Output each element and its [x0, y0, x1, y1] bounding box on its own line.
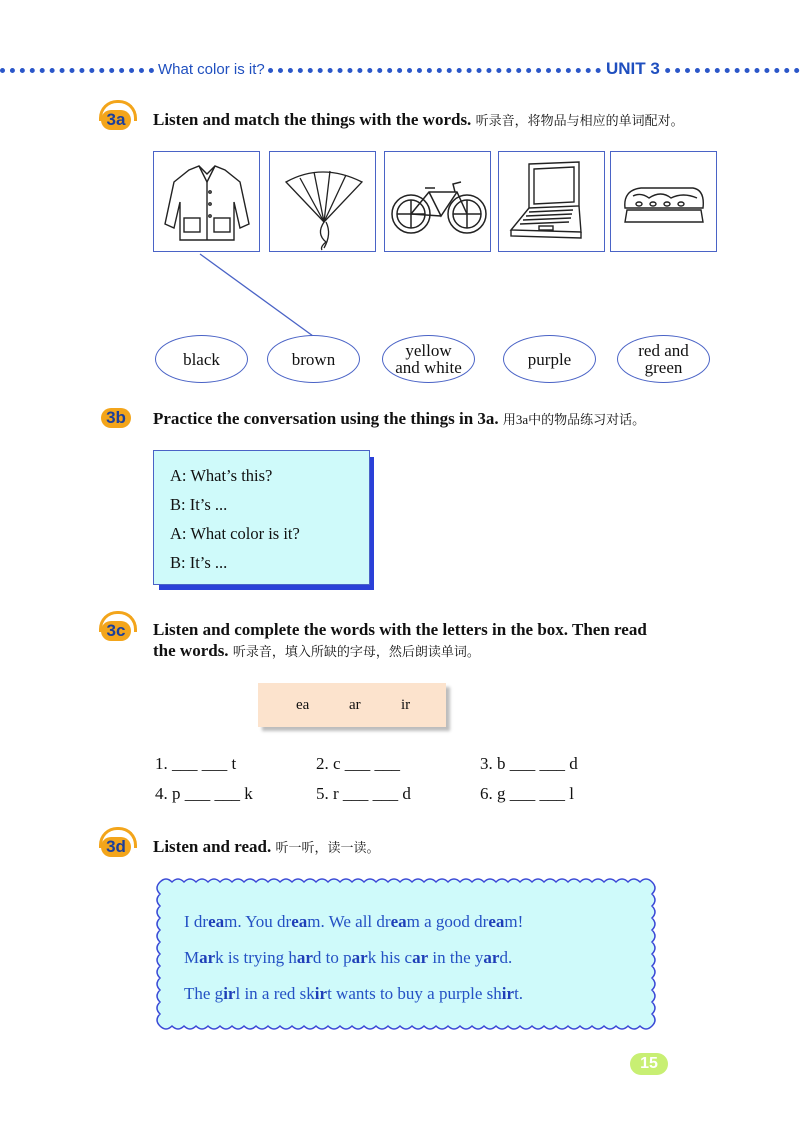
reading-seg-bold: ea [488, 912, 505, 931]
reading-seg-bold: ir [223, 984, 236, 1003]
badge-3c [101, 621, 131, 641]
reading-seg: m a good dr [406, 912, 489, 931]
reading-seg: I dr [184, 912, 209, 931]
dialogue-box [153, 450, 370, 585]
reading-seg: in the y [428, 948, 484, 967]
dialogue-line: A: What’s this? [170, 466, 273, 485]
reading-seg: M [184, 948, 200, 967]
reading-seg: t. [514, 984, 524, 1003]
word-oval[interactable] [267, 335, 360, 383]
reading-seg-bold: ar [412, 948, 429, 967]
instruction-3c-line2 [153, 641, 647, 661]
reading-seg-bold: ir [501, 984, 515, 1003]
badge-3d [101, 837, 131, 857]
instruction-3c [153, 620, 647, 661]
instruction-3b [153, 409, 645, 429]
headphone-icon [99, 611, 137, 632]
word-label: black [183, 349, 220, 369]
word-label: yellow and white [395, 341, 462, 377]
badge-3b-label: 3b [106, 408, 126, 427]
instruction-3c-line2-text: the words. [153, 641, 229, 660]
reading-seg: d to p [312, 948, 352, 967]
word-oval[interactable] [382, 335, 475, 383]
reading-line-3 [184, 984, 523, 1004]
reading-seg: The g [184, 984, 224, 1003]
letter-option: ea [296, 697, 310, 713]
reading-seg-bold: ar [351, 948, 368, 967]
reading-seg-bold: ar [296, 948, 313, 967]
exercise-item[interactable]: 6. g ___ ___ l [480, 784, 574, 803]
dialogue-line: B: It’s ... [170, 553, 228, 572]
reading-line-2 [184, 948, 512, 968]
reading-seg-bold: ea [208, 912, 225, 931]
instruction-3b-text: Practice the conversation using the things in 3a. [153, 409, 499, 428]
reading-seg: t wants to buy a purple sh [327, 984, 502, 1003]
word-label: brown [291, 349, 336, 369]
reading-seg: m. You dr [224, 912, 292, 931]
reading-seg-bold: ir [314, 984, 328, 1003]
reading-seg: l in a red sk [235, 984, 315, 1003]
badge-3d-label: 3d [106, 837, 126, 856]
letter-option: ir [401, 697, 411, 713]
exercise-item[interactable]: 5. r ___ ___ d [316, 784, 411, 803]
reading-seg: k is trying h [215, 948, 297, 967]
letter-option: ar [349, 697, 361, 713]
reading-seg: m! [504, 912, 524, 931]
word-oval[interactable] [503, 335, 596, 383]
exercise-item[interactable]: 4. p ___ ___ k [155, 784, 253, 803]
exercise-item[interactable]: 1. ___ ___ t [155, 754, 237, 773]
page-number: 15 [630, 1053, 668, 1075]
word-oval[interactable] [617, 335, 710, 383]
badge-3c-label: 3c [106, 621, 126, 640]
badge-3b [101, 408, 131, 428]
reading-seg-bold: ar [483, 948, 500, 967]
reading-seg-bold: ea [390, 912, 407, 931]
dialogue-line: A: What color is it? [170, 524, 300, 543]
instruction-3a-cn: 听录音，将物品与相应的单词配对。 [475, 113, 684, 128]
headphone-icon [99, 827, 137, 848]
instruction-3c-cn: 听录音，填入所缺的字母，然后朗读单词。 [232, 644, 480, 659]
reading-seg-bold: ar [199, 948, 216, 967]
instruction-3d-cn: 听一听，读一读。 [275, 840, 380, 855]
dialogue-line: B: It’s ... [170, 495, 228, 514]
reading-seg: k his c [367, 948, 413, 967]
instruction-3d-text: Listen and read. [153, 837, 272, 856]
word-oval[interactable] [155, 335, 248, 383]
header-title: What color is it? [158, 61, 265, 78]
reading-seg: d. [499, 948, 513, 967]
exercise-item[interactable]: 2. c ___ ___ [316, 754, 401, 773]
exercise-item[interactable]: 3. b ___ ___ d [480, 754, 578, 773]
letters-box [258, 683, 446, 727]
reading-seg-bold: ea [291, 912, 308, 931]
badge-3a-label: 3a [106, 110, 126, 129]
header-unit: UNIT 3 [606, 59, 660, 78]
instruction-3b-cn: 用3a中的物品练习对话。 [502, 412, 646, 427]
instruction-3d [153, 837, 380, 857]
reading-seg: m. We all dr [307, 912, 391, 931]
instruction-3a-text: Listen and match the things with the words. [153, 110, 472, 129]
instruction-3c-line1: Listen and complete the words with the letters in the box. Then read [153, 620, 647, 639]
word-label: red and green [638, 341, 689, 377]
word-label: purple [527, 349, 572, 369]
reading-line-1 [184, 912, 523, 932]
